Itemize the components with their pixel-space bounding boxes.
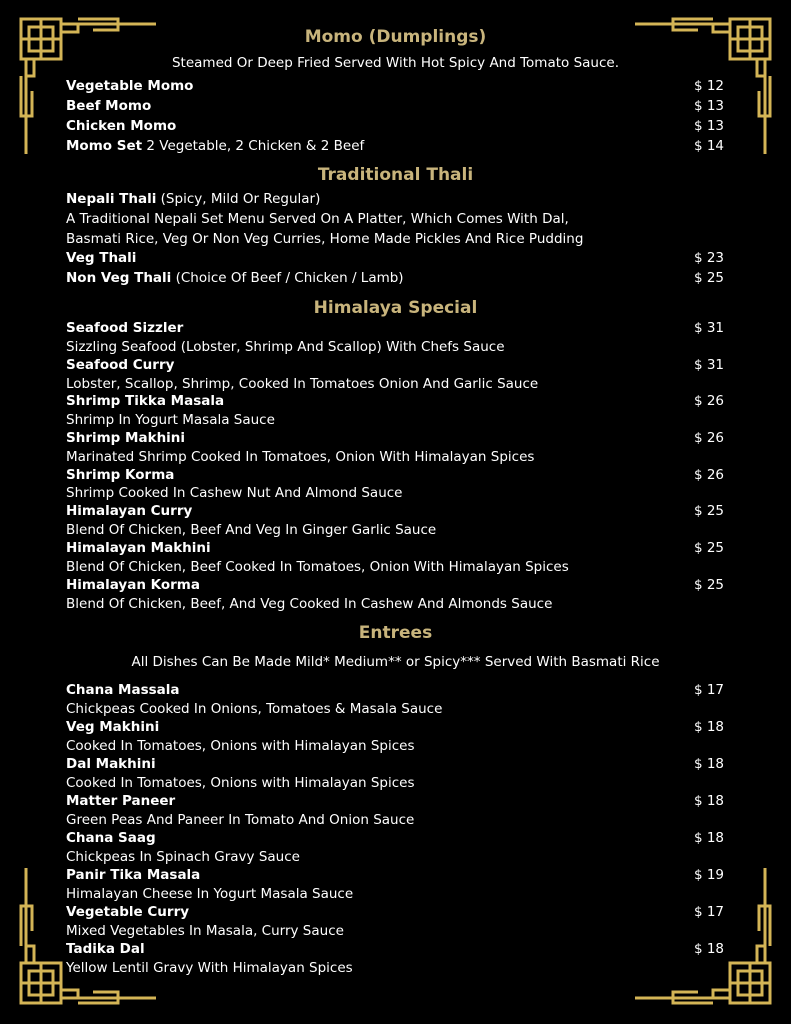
item-name: Panir Tika Masala [66,867,201,883]
item-price: $ 17 [693,904,724,920]
menu-line [66,502,726,521]
menu-line [66,595,726,614]
menu-line [66,866,726,885]
menu-line [66,466,726,485]
menu-line [66,356,726,375]
item-name: Nepali Thali [66,191,157,207]
menu-line [66,755,726,774]
item-detail: 2 Vegetable, 2 Chicken & 2 Beef [142,138,365,154]
item-name: Non Veg Thali [66,270,172,286]
item-name: Vegetable Curry [66,904,190,920]
menu-line [66,774,726,793]
section-note: All Dishes Can Be Made Mild* Medium** or Spicy*** Served With Basmati Rice [131,654,660,670]
item-price: $ 18 [693,793,724,809]
item-price: $ 31 [693,357,724,373]
item-name: Shrimp Korma [66,467,175,483]
menu-line [66,521,726,540]
menu-line [66,940,726,959]
item-detail: Himalayan Cheese In Yogurt Masala Sauce [66,886,354,902]
item-price: $ 26 [693,467,724,483]
item-price: $ 26 [693,430,724,446]
menu-line [66,269,726,288]
item-detail: Blend Of Chicken, Beef, And Veg Cooked In Cashew And Almonds Sauce [66,596,553,612]
menu-line [66,448,726,467]
menu-line [66,484,726,503]
item-price: $ 13 [693,118,724,134]
menu-line [66,848,726,867]
section-heading: Himalaya Special [313,298,478,318]
item-price: $ 18 [693,941,724,957]
menu-line [66,700,726,719]
item-name: Dal Makhini [66,756,156,772]
item-price: $ 23 [693,250,724,266]
menu-line [66,903,726,922]
item-price: $ 25 [693,270,724,286]
item-name: Veg Thali [66,250,137,266]
item-detail: Green Peas And Paneer In Tomato And Onion Sauce [66,812,415,828]
item-detail: Shrimp In Yogurt Masala Sauce [66,412,275,428]
menu-line [66,210,726,229]
menu-line [66,959,726,978]
menu-line [66,249,726,268]
section-heading: Entrees [358,623,433,643]
section-heading: Traditional Thali [317,165,474,185]
item-price: $ 26 [693,393,724,409]
item-detail: Basmati Rice, Veg Or Non Veg Curries, Home Made Pickles And Rice Pudding [66,231,584,247]
menu-line [66,792,726,811]
item-detail: A Traditional Nepali Set Menu Served On A Platter, Which Comes With Dal, [66,211,569,227]
item-price: $ 12 [693,78,724,94]
item-detail: Cooked In Tomatoes, Onions with Himalayan Spices [66,738,415,754]
menu-line [66,885,726,904]
menu-line [66,737,726,756]
menu-line [66,230,726,249]
item-detail: (Spicy, Mild Or Regular) [156,191,321,207]
menu-line [66,811,726,830]
menu-line [66,392,726,411]
item-name: Himalayan Korma [66,577,200,593]
item-detail: (Choice Of Beef / Chicken / Lamb) [171,270,404,286]
item-name: Tadika Dal [66,941,145,957]
item-detail: Shrimp Cooked In Cashew Nut And Almond Sauce [66,485,403,501]
menu-line [66,411,726,430]
item-price: $ 17 [693,682,724,698]
item-name: Chana Saag [66,830,156,846]
item-price: $ 13 [693,98,724,114]
menu-line [66,117,726,136]
item-name: Himalayan Makhini [66,540,211,556]
item-price: $ 18 [693,756,724,772]
item-detail: Chickpeas Cooked In Onions, Tomatoes & Masala Sauce [66,701,443,717]
item-name: Himalayan Curry [66,503,193,519]
item-price: $ 25 [693,540,724,556]
item-price: $ 25 [693,577,724,593]
menu-line [66,681,726,700]
item-name: Seafood Curry [66,357,175,373]
menu-line [66,338,726,357]
item-detail: Blend Of Chicken, Beef Cooked In Tomatoes, Onion With Himalayan Spices [66,559,569,575]
item-price: $ 18 [693,719,724,735]
item-detail: Blend Of Chicken, Beef And Veg In Ginger Garlic Sauce [66,522,437,538]
menu-line [66,576,726,595]
item-name: Momo Set [66,138,143,154]
item-name: Vegetable Momo [66,78,194,94]
menu-line [66,319,726,338]
item-name: Matter Paneer [66,793,176,809]
item-price: $ 25 [693,503,724,519]
menu-line [66,137,726,156]
menu-line [66,539,726,558]
menu-line [66,829,726,848]
item-name: Veg Makhini [66,719,160,735]
item-name: Seafood Sizzler [66,320,184,336]
menu-line [66,922,726,941]
item-name: Chana Massala [66,682,180,698]
item-price: $ 31 [693,320,724,336]
item-detail: Marinated Shrimp Cooked In Tomatoes, Onion With Himalayan Spices [66,449,535,465]
item-name: Shrimp Tikka Masala [66,393,225,409]
item-name: Shrimp Makhini [66,430,186,446]
item-detail: Mixed Vegetables In Masala, Curry Sauce [66,923,344,939]
section-heading: Momo (Dumplings) [304,27,487,47]
item-name: Beef Momo [66,98,152,114]
menu-line [66,190,726,209]
item-detail: Chickpeas In Spinach Gravy Sauce [66,849,300,865]
menu-line [66,558,726,577]
item-detail: Lobster, Scallop, Shrimp, Cooked In Tomatoes Onion And Garlic Sauce [66,376,539,392]
menu-line [66,77,726,96]
item-name: Chicken Momo [66,118,177,134]
menu-line [66,97,726,116]
menu-line [66,429,726,448]
item-price: $ 14 [693,138,724,154]
item-price: $ 19 [693,867,724,883]
item-detail: Cooked In Tomatoes, Onions with Himalayan Spices [66,775,415,791]
menu-line [66,718,726,737]
item-detail: Sizzling Seafood (Lobster, Shrimp And Scallop) With Chefs Sauce [66,339,505,355]
item-price: $ 18 [693,830,724,846]
section-note: Steamed Or Deep Fried Served With Hot Spicy And Tomato Sauce. [171,55,619,71]
item-detail: Yellow Lentil Gravy With Himalayan Spices [66,960,353,976]
